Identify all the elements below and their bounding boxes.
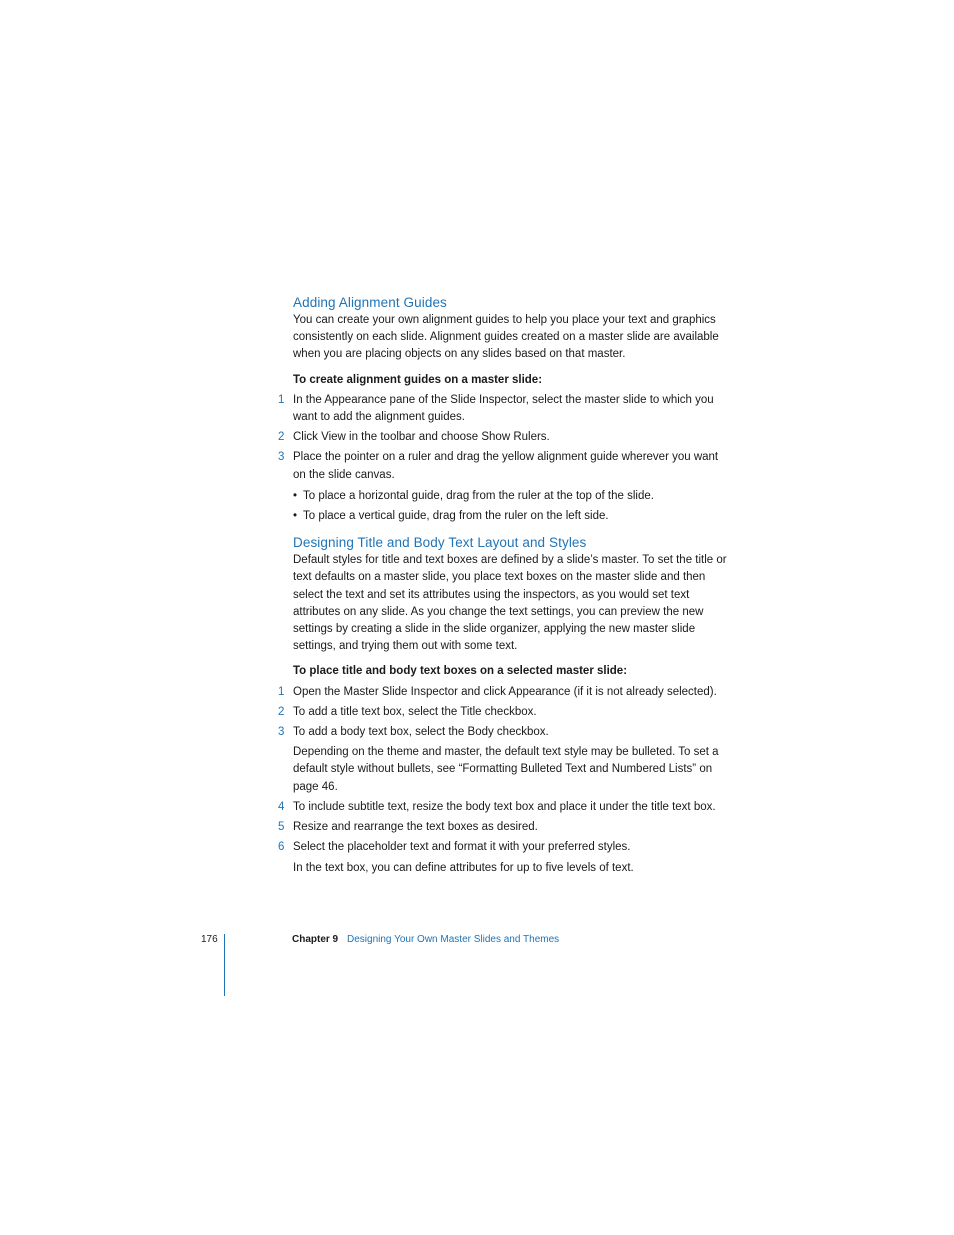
chapter-label: Chapter 9 [292,934,339,945]
step-number: 4 [278,800,285,813]
task-heading: To place title and body text boxes on a selected master slide: [293,665,628,678]
step-item [278,819,728,836]
step-number: 3 [278,726,285,739]
step-item [278,724,728,741]
section-intro: Default styles for title and text boxes are defined by a slide’s master. To set the title or text defaults on a master slide, you place text boxes on the master slide and then select the text and set its attributes using the inspectors, as you would set text attributes on any slide. As you change the text settings, you can preview the new settings by creating a slide in the slide organizer, applying the new master slide settings, and trying them out with some text. [293,554,727,653]
chapter-title: Designing Your Own Master Slides and Themes [347,934,560,945]
section-title-body-layout [278,534,728,877]
step-text: Select the placeholder text and format it with your preferred styles. [293,841,631,854]
bullet-icon: • [293,510,298,523]
step-number: 1 [278,393,285,406]
page-number: 176 [201,934,218,945]
step-number: 2 [278,431,285,444]
step-note: In the text box, you can define attributes for up to five levels of text. [293,862,634,875]
step-number: 5 [278,821,285,834]
bullet-text: To place a horizontal guide, drag from the ruler at the top of the slide. [303,489,654,502]
step-note: Depending on the theme and master, the default text style may be bulleted. To set a default style without bullets, see “Formatting Bulleted Text and Numbered Lists” on page 46. [293,746,719,793]
step-item [278,684,728,701]
bullet-item [293,488,728,505]
step-item [278,704,728,721]
step-item [278,839,728,856]
step-text: Place the pointer on a ruler and drag the yellow alignment guide wherever you want on the slide canvas. [293,451,719,481]
step-item [278,799,728,816]
step-number: 1 [278,685,285,698]
bullet-item [293,508,728,525]
section-intro: You can create your own alignment guides to help you place your text and graphics consistently on each slide. Alignment guides created on a master slide are available when you are placing objects on any slides based on that master. [293,314,719,361]
step-text: To add a body text box, select the Body checkbox. [293,726,549,739]
step-item [278,429,728,446]
step-text: Click View in the toolbar and choose Show Rulers. [293,431,550,444]
bullet-icon: • [293,489,298,502]
step-item [278,392,728,426]
step-number: 2 [278,705,285,718]
step-number: 3 [278,451,285,464]
step-text: To include subtitle text, resize the body text box and place it under the title text box. [293,800,716,813]
bullet-text: To place a vertical guide, drag from the ruler on the left side. [303,510,609,523]
main-content [278,294,728,878]
step-item [278,449,728,483]
step-text: Resize and rearrange the text boxes as desired. [293,821,538,834]
footer-divider [224,934,225,996]
step-text: Open the Master Slide Inspector and click Appearance (if it is not already selected). [293,685,717,698]
section-heading-title-body: Designing Title and Body Text Layout and Styles [293,535,587,551]
task-heading: To create alignment guides on a master slide: [293,373,543,386]
step-text: To add a title text box, select the Title checkbox. [293,705,537,718]
step-number: 6 [278,841,285,854]
section-heading-alignment-guides: Adding Alignment Guides [293,295,447,310]
step-text: In the Appearance pane of the Slide Inspector, select the master slide to which you want to add the alignment guides. [293,393,714,424]
